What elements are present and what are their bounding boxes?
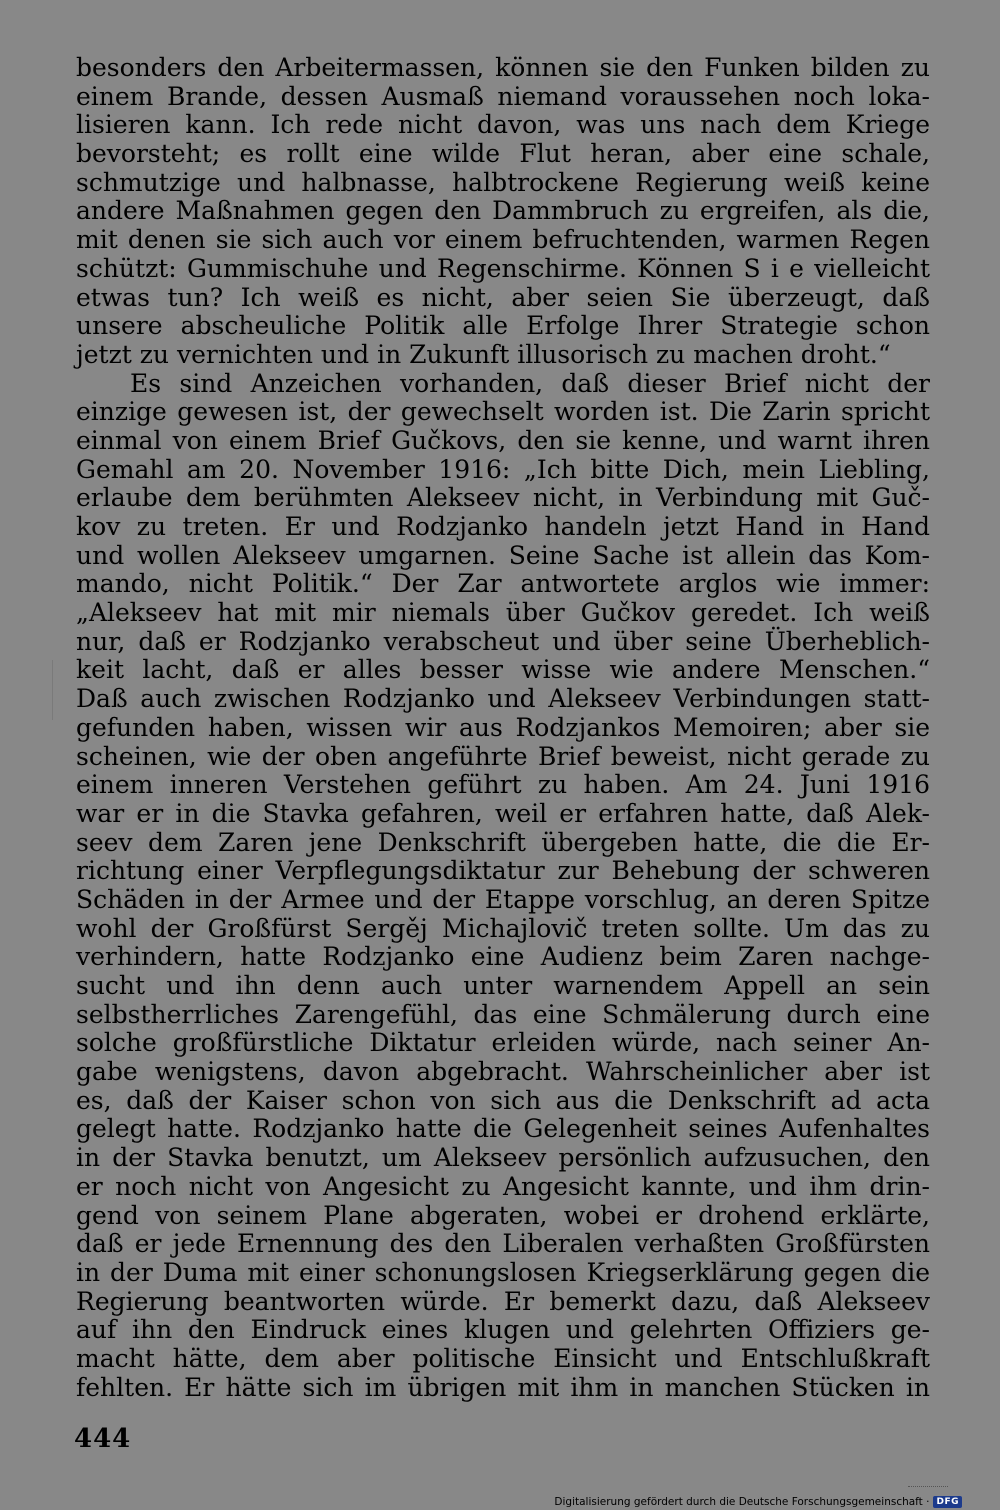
text-line: einzige gewesen ist, der gewechselt worden ist. Die Zarin spricht xyxy=(76,397,930,427)
text-line: fehlten. Er hätte sich im übrigen mit ihm in manchen Stücken in xyxy=(76,1372,930,1402)
text-line: sucht und ihn denn auch unter warnendem Appell an sein xyxy=(76,971,930,1000)
text-line: seev dem Zaren jene Denkschrift übergeben hatte, die die Er- xyxy=(76,827,930,857)
text-line: jetzt zu vernichten und in Zukunft illusorisch zu machen droht.“ xyxy=(76,339,891,369)
text-line: gelegt hatte. Rodzjanko hatte die Gelegenheit seines Aufenhaltes xyxy=(76,1114,930,1144)
text-line: andere Maßnahmen gegen den Dammbruch zu ergreifen, als die, xyxy=(76,196,930,226)
text-line: erlaube dem berühmten Alekseev nicht, in Verbindung mit Guč- xyxy=(76,483,930,513)
text-line: er noch nicht von Angesicht zu Angesicht kannte, und ihm drin- xyxy=(76,1171,930,1201)
text-line: keit lacht, daß er alles besser wisse wie andere Menschen.“ xyxy=(76,655,930,685)
text-line: es, daß der Kaiser schon von sich aus die Denkschrift ad acta xyxy=(76,1085,930,1115)
text-line: Gemahl am 20. November 1916: „Ich bitte Dich, mein Liebling, xyxy=(76,454,930,484)
text-line: lisieren kann. Ich rede nicht davon, was uns nach dem Kriege xyxy=(76,110,930,140)
body-text xyxy=(76,54,930,1402)
text-line: einem inneren Verstehen geführt zu haben. Am 24. Juni 1916 xyxy=(76,770,930,800)
text-line: macht hätte, dem aber politische Einsicht und Entschlußkraft xyxy=(76,1343,930,1373)
text-line: Regierung beantworten würde. Er bemerkt dazu, daß Alekseev xyxy=(76,1286,930,1316)
text-line: war er in die Stavka gefahren, weil er erfahren hatte, daß Alek- xyxy=(76,798,930,828)
text-line: schmutzige und halbnasse, halbtrockene Regierung weiß keine xyxy=(76,167,930,197)
text-line: „Alekseev hat mit mir niemals über Gučkov geredet. Ich weiß xyxy=(76,598,930,628)
text-line: unsere abscheuliche Politik alle Erfolge Ihrer Strategie schon xyxy=(76,311,930,341)
text-line: einem Brande, dessen Ausmaß niemand voraussehen noch loka- xyxy=(76,81,930,111)
text-line: auf ihn den Eindruck eines klugen und gelehrten Offiziers ge- xyxy=(76,1315,930,1345)
text-line: kov zu treten. Er und Rodzjanko handeln jetzt Hand in Hand xyxy=(76,512,930,541)
text-line: und wollen Alekseev umgarnen. Seine Sache ist allein das Kom- xyxy=(76,540,930,570)
dfg-logo: DFG xyxy=(933,1496,962,1508)
text-line: gend von seinem Plane abgeraten, wobei er drohend erklärte, xyxy=(76,1200,930,1230)
digitization-credit xyxy=(554,1496,962,1508)
page-number: 444 xyxy=(74,1424,132,1454)
text-line: richtung einer Verpflegungsdiktatur zur Behebung der schweren xyxy=(76,856,930,886)
text-line: solche großfürstliche Diktatur erleiden würde, nach seiner An- xyxy=(76,1028,930,1058)
text-line: Schäden in der Armee und der Etappe vorschlug, an deren Spitze xyxy=(76,884,930,914)
text-line: schützt: Gummischuhe und Regenschirme. Können S i e vielleicht xyxy=(76,253,930,283)
text-line: in der Stavka benutzt, um Alekseev persönlich aufzusuchen, den xyxy=(76,1143,930,1173)
digitization-credit-text: Digitalisierung gefördert durch die Deutsche Forschungsgemeinschaft · xyxy=(554,1496,930,1508)
text-line: verhindern, hatte Rodzjanko eine Audienz beim Zaren nachge- xyxy=(76,942,930,972)
text-line: gefunden haben, wissen wir aus Rodzjankos Memoiren; aber sie xyxy=(76,712,930,742)
text-line: mando, nicht Politik.“ Der Zar antwortete arglos wie immer: xyxy=(76,569,930,599)
text-line: in der Duma mit einer schonungslosen Kriegserklärung gegen die xyxy=(76,1257,930,1287)
text-line: mit denen sie sich auch vor einem befruchtenden, warmen Regen xyxy=(76,225,930,255)
text-line: selbstherrliches Zarengefühl, das eine Schmälerung durch eine xyxy=(76,999,930,1029)
scan-artifact-line xyxy=(52,660,53,720)
text-line: einmal von einem Brief Gučkovs, den sie kenne, und warnt ihren xyxy=(76,425,930,455)
footer-divider xyxy=(908,1486,948,1488)
text-line: Daß auch zwischen Rodzjanko und Alekseev Verbindungen statt- xyxy=(76,684,930,714)
text-line: besonders den Arbeitermassen, können sie den Funken bilden zu xyxy=(76,53,930,82)
text-line: daß er jede Ernennung des den Liberalen verhaßten Großfürsten xyxy=(76,1229,930,1259)
text-line: gabe wenigstens, davon abgebracht. Wahrscheinlicher aber ist xyxy=(76,1057,930,1087)
text-line: bevorsteht; es rollt eine wilde Flut heran, aber eine schale, xyxy=(76,139,930,169)
paragraph-first-line: Es sind Anzeichen vorhanden, daß dieser Brief nicht der xyxy=(130,368,930,398)
text-line: etwas tun? Ich weiß es nicht, aber seien Sie überzeugt, daß xyxy=(76,282,930,312)
text-line: nur, daß er Rodzjanko verabscheut und über seine Überheblich- xyxy=(76,626,930,656)
text-line: wohl der Großfürst Sergěj Michajlovič treten sollte. Um das zu xyxy=(76,913,930,943)
text-line: scheinen, wie der oben angeführte Brief beweist, nicht gerade zu xyxy=(76,741,930,771)
